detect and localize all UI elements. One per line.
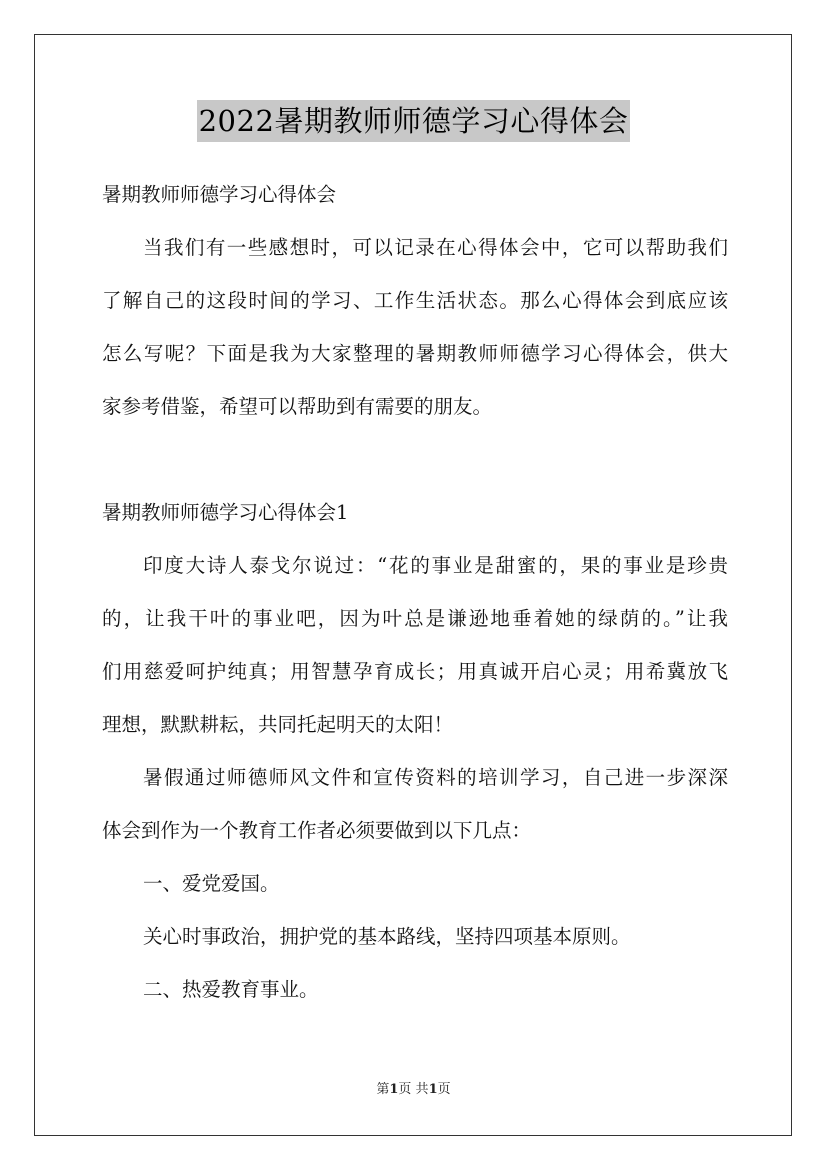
paragraph-line: 暑假通过师德师风文件和宣传资料的培训学习，自己进一步深深 <box>143 766 728 789</box>
page-suffix: 页 <box>437 1082 451 1097</box>
page-prefix: 第 <box>376 1082 390 1097</box>
title-wrap <box>0 100 827 142</box>
intro-line: 怎么写呢？下面是我为大家整理的暑期教师师德学习心得体会，供大 <box>102 342 728 365</box>
point-heading: 二、热爱教育事业。 <box>143 978 319 1001</box>
page-mid: 页 共 <box>398 1082 429 1097</box>
paragraph-line: 们用慈爱呵护纯真；用智慧孕育成长；用真诚开启心灵；用希冀放飞 <box>102 660 728 683</box>
point-detail: 关心时事政治，拥护党的基本路线，坚持四项基本原则。 <box>143 925 631 948</box>
point-heading: 一、爱党爱国。 <box>143 872 280 895</box>
section-gap <box>102 433 728 486</box>
document-title: 2022暑期教师师德学习心得体会 <box>197 100 631 142</box>
section-heading: 暑期教师师德学习心得体会1 <box>102 501 349 524</box>
paragraph-line: 印度大诗人泰戈尔说过：“花的事业是甜蜜的，果的事业是珍贵 <box>143 554 728 577</box>
page-total: 1 <box>428 1082 438 1097</box>
page-footer <box>0 1080 827 1100</box>
page-current: 1 <box>389 1082 399 1097</box>
paragraph-line: 的，让我干叶的事业吧，因为叶总是谦逊地垂着她的绿荫的。”让我 <box>102 607 728 630</box>
intro-line: 家参考借鉴，希望可以帮助到有需要的朋友。 <box>102 395 493 418</box>
document-body <box>102 168 728 1016</box>
paragraph-line: 理想，默默耕耘，共同托起明天的太阳！ <box>102 713 454 736</box>
intro-line: 当我们有一些感想时，可以记录在心得体会中，它可以帮助我们 <box>143 236 728 259</box>
document-subtitle: 暑期教师师德学习心得体会 <box>102 183 337 206</box>
intro-line: 了解自己的这段时间的学习、工作生活状态。那么心得体会到底应该 <box>102 289 728 312</box>
paragraph-line: 体会到作为一个教育工作者必须要做到以下几点： <box>102 819 532 842</box>
